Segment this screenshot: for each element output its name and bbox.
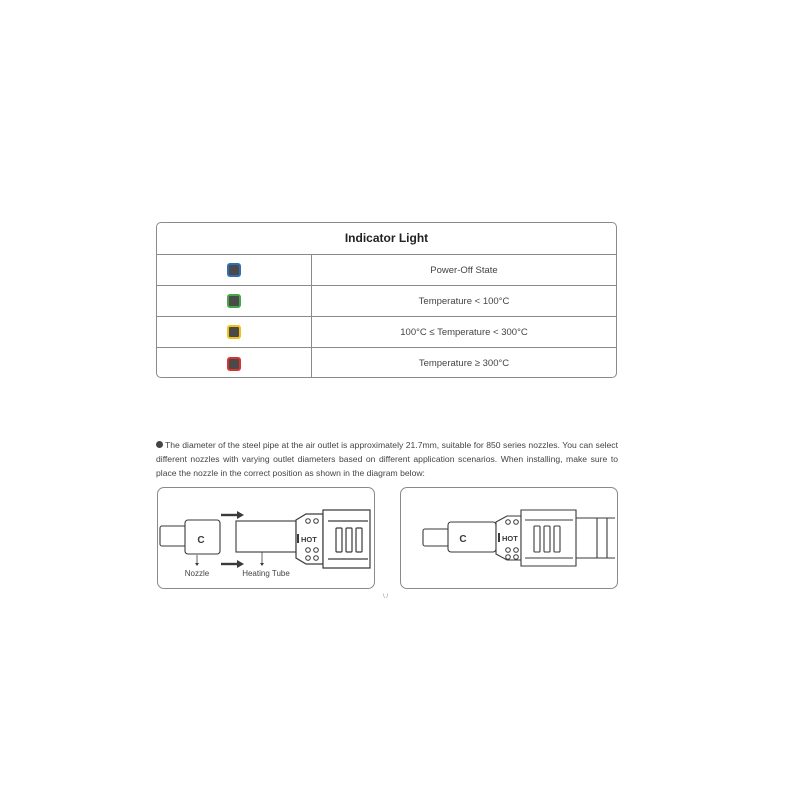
bullet-icon <box>156 441 163 448</box>
nozzle-label: Nozzle <box>184 569 210 578</box>
state-label: Power-Off State <box>430 264 498 276</box>
table-row <box>157 348 616 378</box>
page-mark: \ / <box>383 594 389 600</box>
state-label: Temperature ≥ 300°C <box>418 358 510 369</box>
state-label: Temperature < 100°C <box>418 295 510 307</box>
table-row <box>157 286 616 317</box>
table-title: Indicator Light <box>157 223 616 255</box>
table-row <box>157 317 616 348</box>
hot-label: HOT <box>301 535 317 544</box>
nozzle-heating-tube-illustration <box>158 488 374 588</box>
indicator-led-icon <box>227 325 241 339</box>
nozzle-tip <box>423 529 449 546</box>
nozzle-tip <box>160 526 186 546</box>
heating-tube <box>236 521 296 552</box>
nozzle-body <box>448 522 496 552</box>
state-label: 100°C ≤ Temperature < 300°C <box>400 326 528 338</box>
table-row <box>157 255 616 286</box>
indicator-led-icon <box>227 263 241 277</box>
installed-nozzle-illustration <box>401 488 617 588</box>
note-text: The diameter of the steel pipe at the air outlet is approximately 21.7mm, suitable for 850 series nozzles. You can select different nozzles with varying outlet diameters based on different application scenarios. When installing, make sure to place the nozzle in the correct position as shown in the diagram below: <box>156 440 618 478</box>
arrow-right-icon <box>237 560 244 568</box>
indicator-led-icon <box>227 357 241 371</box>
nozzle-mark: C <box>197 535 205 546</box>
arrow-right-icon <box>237 511 244 519</box>
heating-tube-label: Heating Tube <box>242 569 290 578</box>
diagram-before-install <box>157 487 375 589</box>
nozzle-mark: C <box>459 534 467 545</box>
diagram-installed <box>400 487 618 589</box>
indicator-light-table <box>156 222 617 378</box>
installation-note <box>156 438 618 480</box>
indicator-led-icon <box>227 294 241 308</box>
hot-label: HOT <box>502 534 518 543</box>
